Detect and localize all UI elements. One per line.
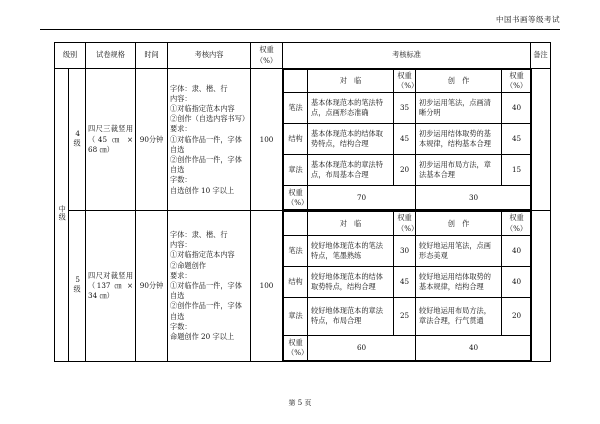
criteria-row — [284, 297, 532, 335]
criteria-lin-weight: 30 — [394, 235, 416, 266]
criteria-chuang-weight: 15 — [502, 155, 532, 186]
criteria-chuang-weight: 40 — [502, 235, 532, 266]
level-4-format: 四尺三裁竖用（45 ㎝ × 68 ㎝） — [86, 69, 136, 211]
criteria-category: 笔法 — [284, 93, 308, 124]
header-format: 试卷规格 — [86, 43, 136, 69]
level-5-format: 四尺对裁竖用（137 ㎝ × 34 ㎝） — [86, 211, 136, 361]
sub-header-weight-2: 权重（%） — [502, 212, 532, 235]
header-time: 时间 — [136, 43, 168, 69]
level-4-content: 字体：隶、楷、行 内容： ①对临指定范本内容 ②创作（自选内容书写） 要求： ①对临作品一件，字体自选 ②创作作品一件，字体自选 字数： 自选创作 10 字以上 — [168, 69, 251, 211]
criteria-lin-weight: 45 — [394, 266, 416, 297]
group-label: 中级 — [55, 69, 69, 362]
criteria-lin-text: 基本体现范本的章法特点，布局基本合理 — [308, 155, 394, 186]
criteria-total-row — [284, 186, 532, 210]
criteria-chuang-text: 较好地运用笔法，点画形态美观 — [416, 235, 502, 266]
table-row-level-4 — [55, 69, 551, 211]
level-5-criteria-table — [283, 211, 532, 360]
criteria-chuang-weight: 40 — [502, 93, 532, 124]
level-5-label: 5级 — [69, 211, 86, 361]
criteria-chuang-text: 初步运用布局方法，章法基本合理 — [416, 155, 502, 186]
criteria-lin-text: 较好地体现范本的笔法特点，笔墨熟练 — [308, 235, 394, 266]
criteria-lin-text: 基本体现范本的结体取势特点，结构合理 — [308, 124, 394, 155]
criteria-sub-header — [284, 212, 532, 235]
criteria-category: 结构 — [284, 266, 308, 297]
criteria-chuang-text: 较好地运用结体取势的基本规律，结构合理 — [416, 266, 502, 297]
criteria-row — [284, 124, 532, 155]
header-content: 考核内容 — [168, 43, 251, 69]
criteria-row — [284, 266, 532, 297]
table-header-row — [55, 43, 551, 69]
sub-header-chuang: 创 作 — [416, 70, 502, 93]
criteria-chuang-weight: 40 — [502, 266, 532, 297]
criteria-lin-weight: 35 — [394, 93, 416, 124]
level-5-criteria — [283, 211, 531, 361]
sub-header-lin: 对 临 — [308, 70, 394, 93]
criteria-category: 结构 — [284, 124, 308, 155]
criteria-total-chuang: 30 — [416, 186, 532, 210]
header-weight: 权重（%） — [251, 43, 283, 69]
criteria-lin-text: 较好地体现范本的结体取势特点，结构合理 — [308, 266, 394, 297]
criteria-total-row — [284, 335, 532, 360]
criteria-total-lin: 70 — [308, 186, 416, 210]
criteria-lin-weight: 25 — [394, 297, 416, 335]
criteria-total-lin: 60 — [308, 335, 416, 360]
header-rule — [40, 29, 560, 30]
criteria-chuang-weight: 45 — [502, 124, 532, 155]
sub-header-chuang: 创 作 — [416, 212, 502, 235]
sub-header-lin: 对 临 — [308, 212, 394, 235]
header-level: 级别 — [55, 43, 86, 69]
criteria-chuang-text: 初步运用笔法，点画清晰分明 — [416, 93, 502, 124]
criteria-sub-header — [284, 70, 532, 93]
criteria-total-label: 权重（%） — [284, 186, 308, 210]
criteria-total-label: 权重（%） — [284, 335, 308, 360]
table-row-level-5 — [55, 211, 551, 361]
level-4-criteria — [283, 69, 531, 211]
document-header-title: 中国书画等级考试 — [496, 15, 560, 24]
sub-header-weight-1: 权重（%） — [394, 212, 416, 235]
criteria-lin-weight: 20 — [394, 155, 416, 186]
level-5-remark — [531, 211, 551, 361]
criteria-chuang-weight: 20 — [502, 297, 532, 335]
exam-standards-table — [54, 42, 551, 362]
level-4-time: 90分钟 — [136, 69, 168, 211]
header-remark: 备注 — [531, 43, 551, 69]
page-number: 第 5 页 — [288, 399, 312, 407]
sub-header-weight-1: 权重（%） — [394, 70, 416, 93]
criteria-lin-text: 基本体现范本的笔法特点，点画形态准确 — [308, 93, 394, 124]
level-4-label: 4级 — [69, 69, 86, 211]
criteria-total-chuang: 40 — [416, 335, 532, 360]
criteria-chuang-text: 较好地运用布局方法，章法合理，行气贯通 — [416, 297, 502, 335]
criteria-row — [284, 93, 532, 124]
level-4-weight: 100 — [251, 69, 283, 211]
criteria-category: 笔法 — [284, 235, 308, 266]
criteria-lin-text: 较好地体现范本的章法特点，布局合理 — [308, 297, 394, 335]
criteria-row — [284, 155, 532, 186]
level-5-weight: 100 — [251, 211, 283, 361]
criteria-category: 章法 — [284, 297, 308, 335]
criteria-row — [284, 235, 532, 266]
level-4-remark — [531, 69, 551, 211]
criteria-category: 章法 — [284, 155, 308, 186]
sub-header-weight-2: 权重（%） — [502, 70, 532, 93]
level-5-content: 字体：隶、楷、行 内容： ①对临指定范本内容 ②命题创作 要求： ①对临作品一件，字体自选 ②创作作品一件，字体自选 字数： 命题创作 20 字以上 — [168, 211, 251, 361]
level-5-time: 90分钟 — [136, 211, 168, 361]
header-criteria: 考核标准 — [283, 43, 531, 69]
level-4-criteria-table — [283, 69, 532, 210]
criteria-chuang-text: 初步运用结体取势的基本规律，结构基本合理 — [416, 124, 502, 155]
criteria-lin-weight: 45 — [394, 124, 416, 155]
